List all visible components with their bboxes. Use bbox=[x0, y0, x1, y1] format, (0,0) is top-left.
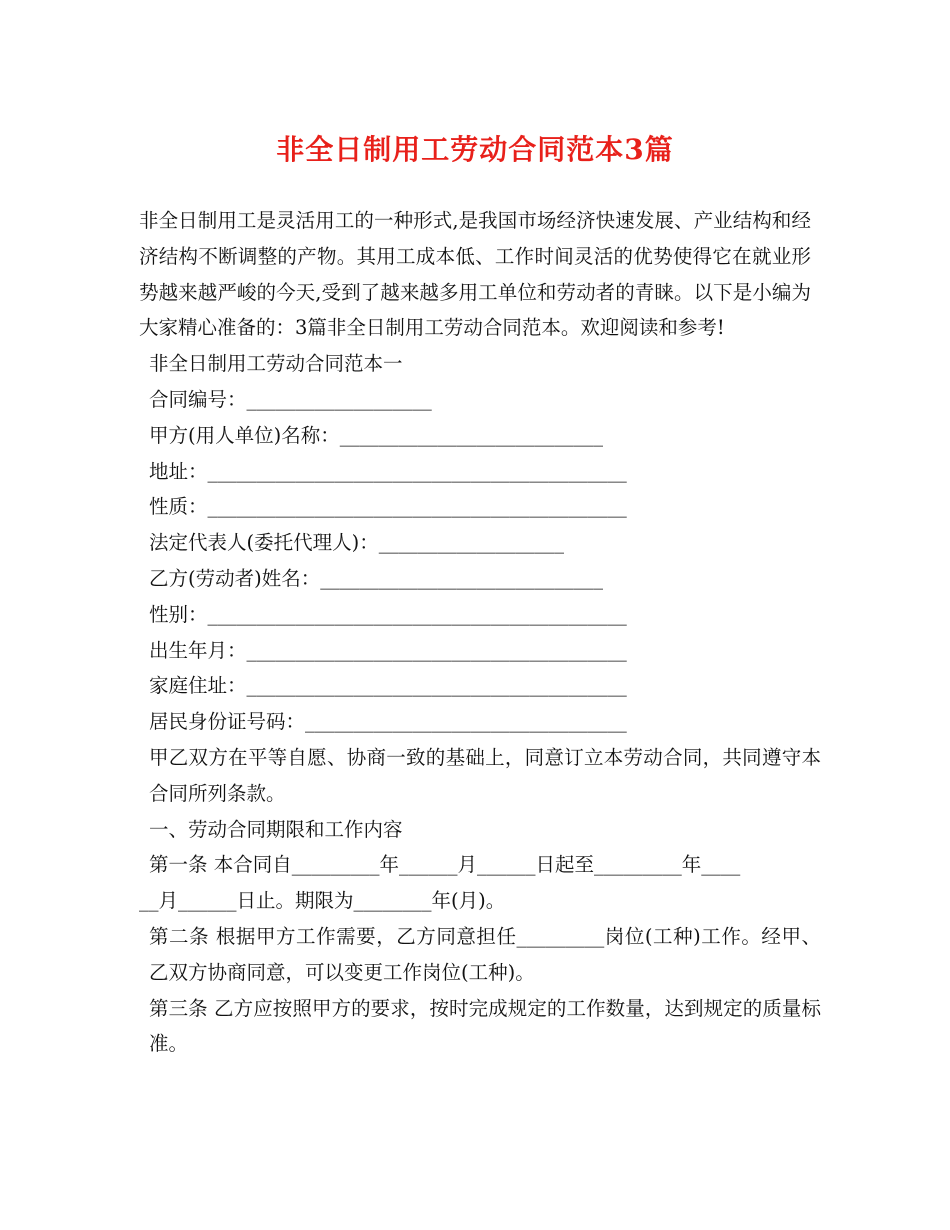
article-2: 第二条 根据甲方工作需要，乙方同意担任_________岗位(工种)工作。经甲、乙双方协商同意，可以变更工作岗位(工种)。 bbox=[149, 924, 821, 984]
section-title: 非全日制用工劳动合同范本一 bbox=[149, 352, 403, 376]
intro-paragraph: 非全日制用工是灵活用工的一种形式,是我国市场经济快速发展、产业结构和经济结构不断调整的产物。其用工成本低、工作时间灵活的优势使得它在就业形势越来越严峻的今天,受到了越来越多用工单位和劳动者的青睐。以下是小编为大家精心准备的：3篇非全日制用工劳动合同范本。欢迎阅读和参考! bbox=[139, 209, 811, 340]
field-party-b-name: 乙方(劳动者)姓名：_____________________________ bbox=[149, 566, 603, 590]
chapter-heading: 一、劳动合同期限和工作内容 bbox=[149, 817, 403, 841]
document-title: 非全日制用工劳动合同范本3篇 bbox=[276, 133, 674, 166]
field-party-a-name: 甲方(用人单位)名称：___________________________ bbox=[149, 423, 603, 447]
agreement-paragraph: 甲乙双方在平等自愿、协商一致的基础上，同意订立本劳动合同，共同遵守本合同所列条款。 bbox=[149, 745, 821, 805]
field-nature: 性质：___________________________________________ bbox=[149, 495, 627, 519]
article-1-line-1: 第一条 本合同自_________年______月______日起至_________年____ bbox=[149, 853, 741, 877]
document-body bbox=[139, 203, 829, 1062]
field-home-address: 家庭住址：_______________________________________ bbox=[149, 674, 627, 698]
article-1-line-2: __月______日止。期限为________年(月)。 bbox=[139, 889, 506, 913]
field-birth-date: 出生年月：_______________________________________ bbox=[149, 638, 627, 662]
field-legal-representative: 法定代表人(委托代理人)：___________________ bbox=[149, 531, 564, 555]
field-gender: 性别：___________________________________________ bbox=[149, 602, 627, 626]
field-address: 地址：___________________________________________ bbox=[149, 459, 627, 483]
article-3: 第三条 乙方应按照甲方的要求，按时完成规定的工作数量，达到规定的质量标准。 bbox=[149, 996, 821, 1056]
field-id-number: 居民身份证号码：_________________________________ bbox=[149, 710, 627, 734]
field-contract-number: 合同编号：___________________ bbox=[149, 387, 432, 411]
